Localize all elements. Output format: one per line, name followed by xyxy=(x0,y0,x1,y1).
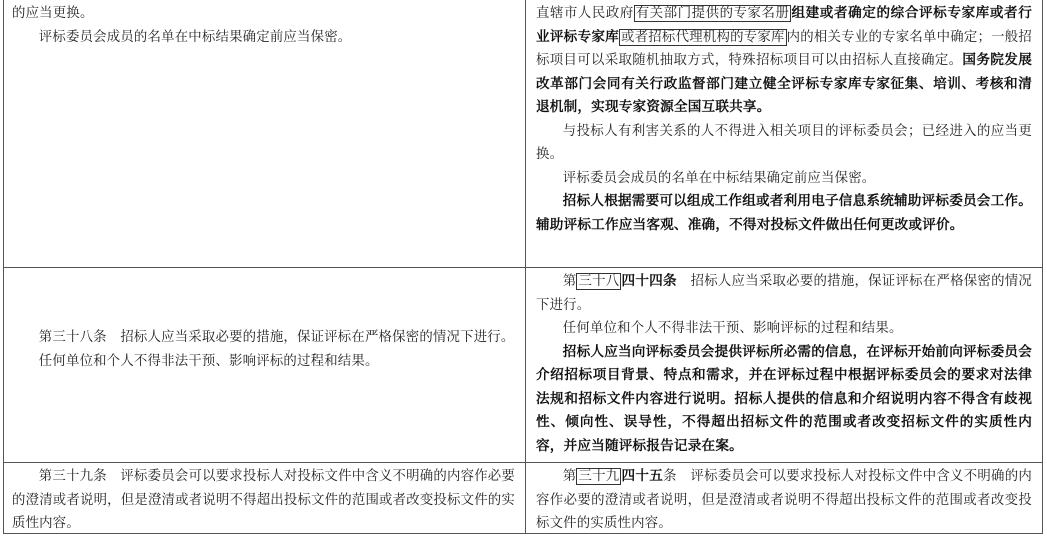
paragraph: 任何单位和个人不得非法干预、影响评标的过程和结果。 xyxy=(562,321,903,336)
paragraph: 任何单位和个人不得非法干预、影响评标的过程和结果。 xyxy=(38,353,379,369)
added-text: 组建或者确定的综合评标专家库或者行业评标专家库 xyxy=(536,5,1032,45)
cell-content xyxy=(12,326,515,373)
text-run: 第 xyxy=(562,469,577,484)
deleted-text-box: 三十九 xyxy=(578,469,620,484)
paragraph xyxy=(536,341,1032,459)
paragraph xyxy=(536,270,1032,317)
paragraph: 评标委员会成员的名单在中标结果确定前应当保密。 xyxy=(562,170,876,186)
deleted-text-box: 或者招标代理机构的专家库 xyxy=(621,29,785,45)
deleted-text-box: 三十八 xyxy=(578,274,620,289)
revised-text-cell xyxy=(526,0,1042,267)
table-row xyxy=(4,0,1042,268)
added-text: 招标人根据需要可以组成工作组或者利用电子信息系统辅助评标委员会工作。辅助评标工作应当客观、准确，不得对投标文件做出任何更改或评价。 xyxy=(536,193,1032,233)
added-text: 国务院发展改革部门会同有关行政监督部门建立健全评标专家库专家征集、培训、考核和清退机制，实现专家资源全国互联共享。 xyxy=(536,52,1032,115)
paragraph: 的应当更换。 xyxy=(12,6,94,21)
added-text: 四十五 xyxy=(621,468,664,484)
paragraph xyxy=(536,2,1032,120)
added-text: 四十四条 xyxy=(621,273,677,289)
added-text: 招标人应当向评标委员会提供评标所必需的信息，在评标开始前向评标委员会介绍招标项目背景、特点和需求，并在评标过程中根据评标委员会的要求对法律法规和招标文件内容进行说明。招标人提供的信息和介绍说明内容不得含有歧视性、倾向性、误导性，不得超出招标文件的范围或者改变招标文件的实质性内容，并应当随评标报告记录在案。 xyxy=(536,343,1032,454)
paragraph: 第三十九条 评标委员会可以要求投标人对投标文件中含义不明确的内容作必要的澄清或者说明，但是澄清或者说明不得超出投标文件的范围或者改变投标文件的实质性内容。 xyxy=(12,469,515,531)
paragraph: 与投标人有利害关系的人不得进入相关项目的评标委员会；已经进入的应当更换。 xyxy=(536,123,1032,162)
deleted-text-box: 有关部门提供的专家名册 xyxy=(635,6,790,21)
text-run: 直辖市人民政府 xyxy=(536,6,634,21)
paragraph: 评标委员会成员的名单在中标结果确定前应当保密。 xyxy=(38,29,352,45)
revised-text-cell xyxy=(526,268,1042,462)
paragraph xyxy=(536,465,1032,534)
text-run: 第 xyxy=(562,274,577,289)
original-text-cell xyxy=(4,268,526,462)
text-run: 内的相关专业的专家名单中确定；一般招标项目可以采取随机抽取方式，特殊招标项目可以由招标人直接确定。 xyxy=(536,29,1032,68)
paragraph xyxy=(536,190,1032,237)
table-row xyxy=(4,463,1042,534)
comparison-table xyxy=(3,0,1043,534)
original-text-cell xyxy=(4,463,526,534)
original-text-cell xyxy=(4,0,526,267)
paragraph: 第三十八条 招标人应当采取必要的措施，保证评标在严格保密的情况下进行。 xyxy=(38,330,515,345)
table-row xyxy=(4,268,1042,463)
text-run: 条 评标委员会可以要求投标人对投标文件中含义不明确的内容作必要的澄清或者说明，但是澄清或者说明不得超出投标文件的范围或者改变投标文件的实质性内容。 xyxy=(536,469,1032,531)
text-run: 招标人应当采取必要的措施，保证评标在严格保密的情况下进行。 xyxy=(536,274,1032,313)
revised-text-cell xyxy=(526,463,1042,534)
